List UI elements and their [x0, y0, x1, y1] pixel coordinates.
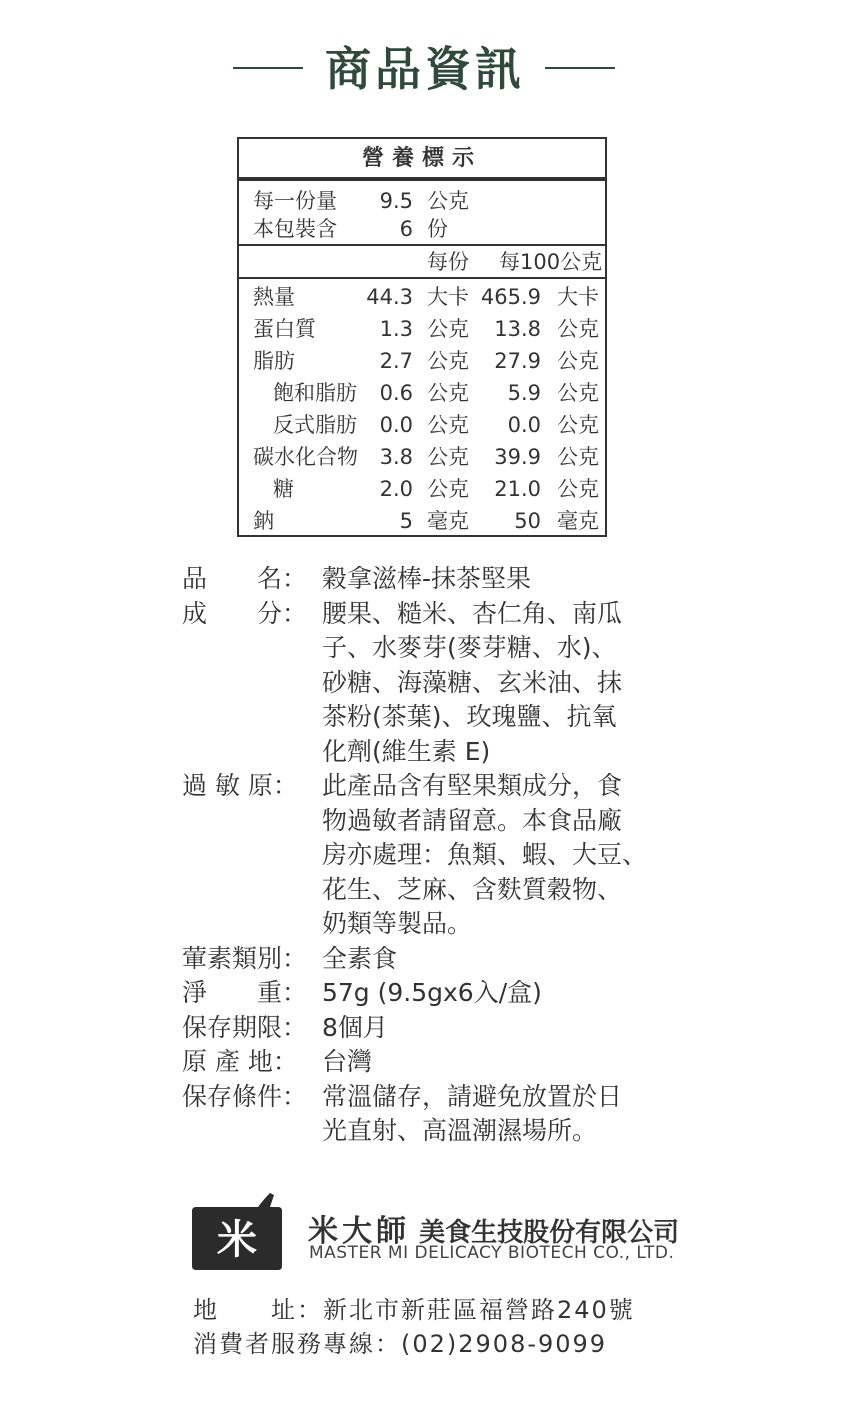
info-item: [182, 769, 702, 942]
per-100g-unit: 公克: [557, 317, 599, 341]
per-serving-unit: 公克: [427, 381, 469, 405]
per-serving-value: 5: [399, 509, 413, 533]
per-serving-value: 2.0: [379, 477, 413, 501]
nutrition-row: [239, 507, 605, 535]
serving-size-unit: 公克: [427, 189, 469, 213]
info-item: [182, 942, 702, 977]
company-logo: [192, 1193, 282, 1270]
nutrition-row: [239, 283, 605, 311]
nutrient-label: 蛋白質: [253, 317, 316, 341]
divider: [239, 277, 605, 279]
nutrition-facts-table: [237, 137, 607, 537]
info-value-line: 茶粉(茶葉)、玫瑰鹽、抗氧: [322, 702, 617, 731]
page-title: 商品資訊: [325, 42, 525, 96]
per-serving-value: 44.3: [366, 285, 413, 309]
per-100g-unit: 公克: [557, 349, 599, 373]
info-value: [322, 597, 702, 770]
info-item: [182, 1080, 702, 1149]
company-name-en: MASTER MI DELICACY BIOTECH CO., LTD.: [309, 1243, 675, 1263]
per-serving-unit: 公克: [427, 317, 469, 341]
servings-label: 本包裝含: [253, 217, 337, 241]
info-value-line: 化劑(維生素 E): [322, 736, 491, 766]
per-serving-unit: 毫克: [427, 509, 469, 533]
col-per-100g: 每100公克: [499, 250, 603, 274]
info-value-line: 砂糖、海藻糖、玄米油、抹: [322, 667, 623, 697]
divider: [239, 244, 605, 246]
info-key: 過 敏 原：: [182, 771, 298, 800]
info-value-line: 子、水麥芽(麥芽糖、水)、: [322, 633, 617, 662]
info-item: [182, 562, 702, 597]
info-value: [322, 769, 702, 942]
per-serving-value: 0.0: [379, 413, 413, 437]
info-value-line: 台灣: [322, 1047, 373, 1076]
per-serving-unit: 公克: [427, 349, 469, 373]
info-key: 保存條件：: [182, 1081, 308, 1111]
info-key: 原 產 地：: [182, 1047, 298, 1076]
per-100g-unit: 公克: [557, 445, 599, 469]
per-100g-value: 5.9: [507, 381, 541, 405]
company-name-suffix: 美食生技股份有限公司: [419, 1218, 680, 1248]
nutrient-label: 熱量: [253, 285, 295, 309]
header-left-rule: [233, 67, 303, 69]
nutrient-label: 糖: [273, 477, 294, 501]
col-per-serving: 每份: [427, 250, 469, 274]
per-100g-value: 21.0: [494, 477, 541, 501]
info-value-line: 常溫儲存，請避免放置於日: [322, 1081, 623, 1111]
info-key: 成 分：: [182, 598, 308, 628]
per-100g-unit: 毫克: [557, 509, 599, 533]
per-100g-unit: 公克: [557, 477, 599, 501]
company-address: 地 址：新北市新莊區福營路240號: [193, 1296, 635, 1324]
nutrient-label: 飽和脂肪: [273, 381, 357, 405]
info-item: [182, 597, 702, 770]
info-value-line: 此產品含有堅果類成分，食: [322, 771, 623, 800]
servings-row: [239, 215, 605, 243]
nutrition-row: [239, 475, 605, 503]
nutrient-label: 碳水化合物: [253, 445, 358, 469]
info-key: 保存期限：: [182, 1012, 308, 1042]
info-item: [182, 976, 702, 1011]
serving-size-row: [239, 187, 605, 215]
info-value-line: 腰果、糙米、杏仁角、南瓜: [322, 598, 623, 628]
info-value-line: 奶類等製品。: [322, 909, 473, 938]
per-serving-unit: 大卡: [427, 285, 469, 309]
per-serving-value: 3.8: [379, 445, 413, 469]
info-value: [322, 1011, 702, 1046]
info-value-line: 房亦處理：魚類、蝦、大豆、: [322, 840, 648, 869]
per-100g-value: 50: [514, 509, 541, 533]
per-100g-value: 27.9: [494, 349, 541, 373]
info-value: [322, 1045, 702, 1080]
section-header: [0, 40, 850, 100]
company-name-brand: 米大師: [308, 1214, 410, 1249]
servings-unit: 份: [427, 217, 448, 241]
info-value: [322, 562, 702, 597]
nutrition-row: [239, 315, 605, 343]
per-100g-unit: 大卡: [557, 285, 599, 309]
consumer-hotline: 消費者服務專線：(02)2908-9099: [193, 1330, 608, 1358]
per-100g-value: 39.9: [494, 445, 541, 469]
info-key: 淨 重：: [182, 978, 308, 1007]
info-value: [322, 1080, 702, 1149]
info-item: [182, 1045, 702, 1080]
per-serving-unit: 公克: [427, 445, 469, 469]
info-value: [322, 976, 702, 1011]
nutrient-label: 鈉: [253, 509, 274, 533]
info-value-line: 57g (9.5gx6入/盒): [322, 978, 542, 1007]
per-100g-unit: 公克: [557, 381, 599, 405]
info-value-line: 光直射、高溫潮濕場所。: [322, 1116, 598, 1145]
servings-value: 6: [399, 217, 413, 241]
nutrition-title: 營養標示: [239, 139, 605, 181]
per-100g-unit: 公克: [557, 413, 599, 437]
info-key: 品 名：: [182, 564, 308, 593]
info-value-line: 物過敏者請留意。本食品廠: [322, 805, 623, 835]
info-value: [322, 942, 702, 977]
serving-size-label: 每一份量: [253, 189, 337, 213]
logo-char: 米: [217, 1217, 257, 1263]
info-value-line: 8個月: [322, 1012, 388, 1042]
per-serving-unit: 公克: [427, 477, 469, 501]
per-100g-value: 13.8: [494, 317, 541, 341]
nutrition-row: [239, 347, 605, 375]
per-100g-value: 465.9: [480, 285, 541, 309]
per-serving-value: 2.7: [379, 349, 413, 373]
per-100g-value: 0.0: [507, 413, 541, 437]
info-value-line: 穀拿滋棒-抹茶堅果: [322, 564, 532, 593]
nutrient-label: 反式脂肪: [273, 413, 357, 437]
nutrition-row: [239, 411, 605, 439]
per-serving-value: 1.3: [379, 317, 413, 341]
column-header-row: [239, 248, 605, 276]
nutrition-row: [239, 443, 605, 471]
info-value-line: 全素食: [322, 943, 398, 973]
info-value-line: 花生、芝麻、含麩質穀物、: [322, 874, 623, 904]
per-serving-value: 0.6: [379, 381, 413, 405]
serving-size-value: 9.5: [379, 189, 413, 213]
nutrition-row: [239, 379, 605, 407]
header-right-rule: [545, 67, 615, 69]
info-key: 葷素類別：: [182, 943, 308, 973]
per-serving-unit: 公克: [427, 413, 469, 437]
info-item: [182, 1011, 702, 1046]
nutrient-label: 脂肪: [253, 349, 295, 373]
